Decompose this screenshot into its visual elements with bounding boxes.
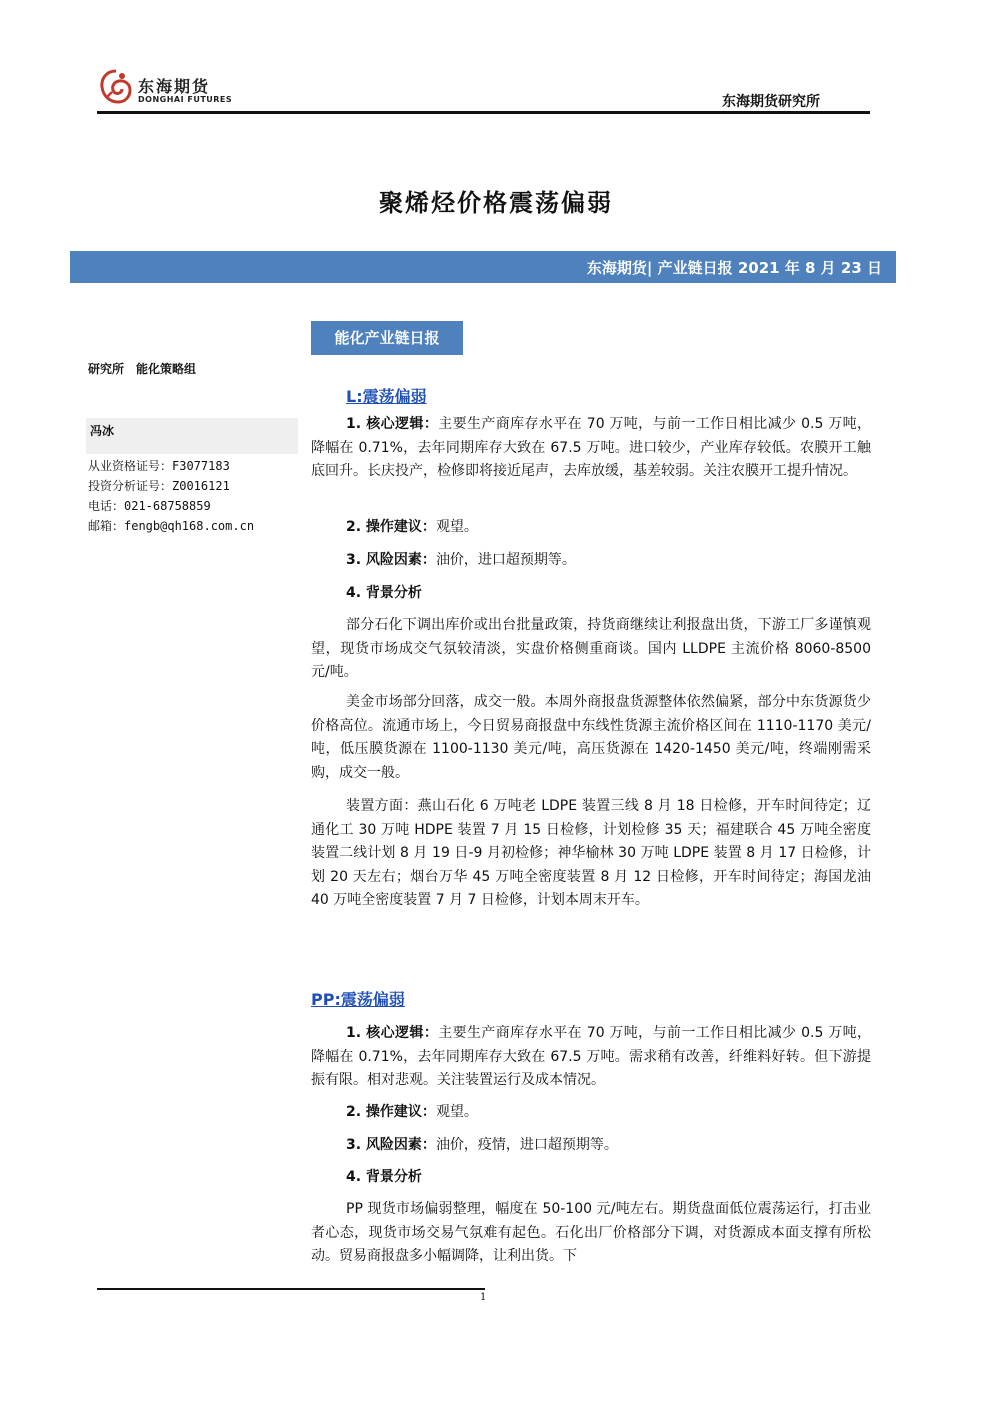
pp-background-label: 4. 背景分析 xyxy=(346,1169,422,1185)
analyst-name: 冯冰 xyxy=(90,424,115,438)
pp-risk-text: 油价，疫情，进口超预期等。 xyxy=(435,1137,618,1153)
l-background-para-1: 部分石化下调出库价或出台批量政策，持货商继续让利报盘出货，下游工厂多谨慎观望，现货市场成交气氛较清淡，实盘价格侧重商谈。国内 LLDPE 主流价格 8060-8500 元/吨。 xyxy=(311,617,871,680)
l-background-heading xyxy=(311,582,871,606)
l-risk xyxy=(311,549,871,573)
l-advice xyxy=(311,516,871,540)
pp-background-para-1: PP 现货市场偏弱整理，幅度在 50-100 元/吨左右。期货盘面低位震荡运行，打击业者心态，现货市场交易气氛难有起色。石化出厂价格部分下调，对货源成本面支撑有所松动。贸易商报盘多小幅调降，让利出货。下 xyxy=(311,1201,871,1264)
pp-risk xyxy=(311,1134,871,1158)
analyst-info xyxy=(88,456,254,536)
pp-advice-label: 2. 操作建议： xyxy=(346,1104,436,1120)
report-title: 聚烯烃价格震荡偏弱 xyxy=(379,189,613,217)
section-tab: 能化产业链日报 xyxy=(311,321,463,355)
pp-advice-text: 观望。 xyxy=(435,1104,478,1120)
pp-risk-label: 3. 风险因素： xyxy=(346,1137,436,1153)
report-banner xyxy=(70,251,896,283)
l-core-logic xyxy=(311,413,871,484)
analyst-name-box xyxy=(86,418,298,454)
l-advice-label: 2. 操作建议： xyxy=(346,519,436,535)
header-rule xyxy=(97,111,870,114)
l-background-para-3: 装置方面：燕山石化 6 万吨老 LDPE 装置三线 8 月 18 日检修，开车时间待定；辽通化工 30 万吨 HDPE 装置 7 月 15 日检修，计划检修 35 天；福建联合 45 万吨全密度装置二线计划 8 月 19 日-9 月初检修；神华榆林 30 万吨 LDPE 装置 8 月 17 日检修，计划 20 天左右；烟台万华 45 万吨全密度装置 8 月 12 日检修，开车时间待定；海国龙油 40 万吨全密度装置 7 月 7 日检修，计划本周末开车。 xyxy=(311,798,871,908)
section-heading-l: L:震荡偏弱 xyxy=(346,387,427,406)
sidebar-group: 研究所 能化策略组 xyxy=(88,362,197,376)
l-background-para-2: 美金市场部分回落，成交一般。本周外商报盘货源整体依然偏紧，部分中东货源货少价格高位。流通市场上，今日贸易商报盘中东线性货源主流价格区间在 1110-1170 美元/吨，低压膜货源在 1100-1130 美元/吨，高压货源在 1420-1450 美元/吨，终端刚需采购，成交一般。 xyxy=(311,694,871,781)
footer-rule xyxy=(97,1288,485,1290)
pp-core-label: 1. 核心逻辑： xyxy=(346,1025,439,1041)
l-core-text: 主要生产商库存水平在 70 万吨，与前一工作日相比减少 0.5 万吨，降幅在 0.71%，去年同期库存大致在 67.5 万吨。进口较少，产业库存较低。农膜开工触底回升。长庆投产，检修即将接近尾声，去库放缓，基差较弱。关注农膜开工提升情况。 xyxy=(311,416,871,479)
company-logo xyxy=(98,68,238,110)
pp-advice xyxy=(311,1101,871,1125)
email: 邮箱：fengb@qh168.com.cn xyxy=(88,519,255,533)
research-institute-label: 东海期货研究所 xyxy=(722,94,820,110)
banner-text: 东海期货| 产业链日报 2021 年 8 月 23 日 xyxy=(586,259,882,277)
pp-core-text: 主要生产商库存水平在 70 万吨，与前一工作日相比减少 0.5 万吨，降幅在 0.71%，去年同期库存大致在 67.5 万吨。需求稍有改善，纤维料好转。但下游提振有限。相对悲观。关注装置运行及成本情况。 xyxy=(311,1025,871,1088)
phone: 电话：021-68758859 xyxy=(88,499,211,513)
analysis-license-number: 投资分析证号：Z0016121 xyxy=(88,479,230,493)
pp-core-logic xyxy=(311,1022,871,1093)
page-number: 1 xyxy=(480,1292,487,1303)
l-background-label: 4. 背景分析 xyxy=(346,585,422,601)
l-risk-label: 3. 风险因素： xyxy=(346,552,436,568)
section-heading-pp: PP:震荡偏弱 xyxy=(311,990,405,1009)
logo-text-cn: 东海期货 xyxy=(138,77,211,96)
donghai-logo-icon xyxy=(98,68,134,106)
pp-background-heading xyxy=(311,1166,871,1190)
l-core-label: 1. 核心逻辑： xyxy=(346,416,439,432)
qualification-number: 从业资格证号：F3077183 xyxy=(88,459,230,473)
l-advice-text: 观望。 xyxy=(435,519,478,535)
l-risk-text: 油价，进口超预期等。 xyxy=(435,552,576,568)
logo-text-en: DONGHAI FUTURES xyxy=(138,95,233,104)
